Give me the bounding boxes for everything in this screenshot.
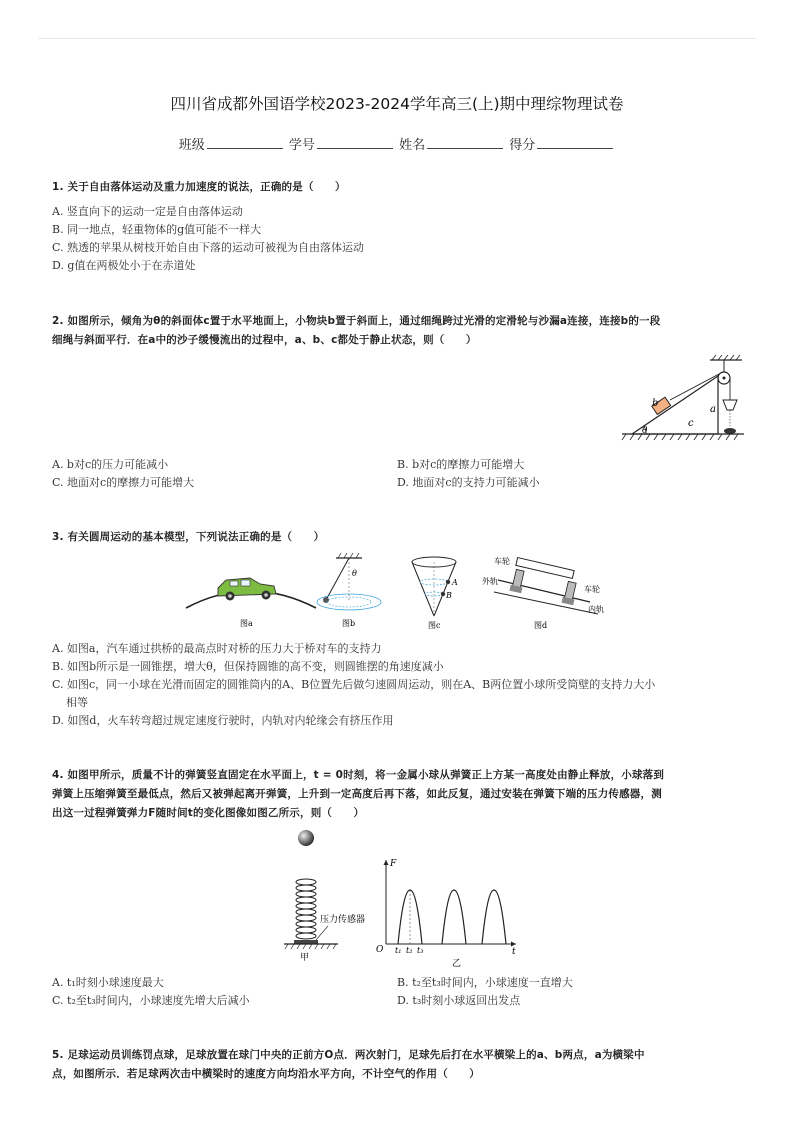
q2-incline-figure xyxy=(618,354,748,446)
q1-option-c[interactable]: C. 熟透的苹果从树枝开始自由下落的运动可被视为自由落体运动 xyxy=(52,241,365,254)
class-blank[interactable] xyxy=(207,136,283,149)
q2-label-theta: θ xyxy=(642,426,648,436)
question-5 xyxy=(52,1046,742,1084)
q3-label-outer-rail: 外轨 xyxy=(482,577,498,586)
score-blank[interactable] xyxy=(537,136,613,149)
q3-label-wheel-right: 车轮 xyxy=(584,585,600,594)
class-label: 班级 xyxy=(178,138,205,153)
q4-option-d[interactable]: D. t₃时刻小球返回出发点 xyxy=(397,994,521,1007)
q1-option-d[interactable]: D. g值在两极处小于在赤道处 xyxy=(52,259,196,272)
q3-label-fig-d: 图d xyxy=(534,621,548,630)
q3-option-c-cont: 相等 xyxy=(66,696,88,709)
number-blank[interactable] xyxy=(317,136,393,149)
q2-option-d[interactable]: D. 地面对c的支持力可能减小 xyxy=(397,476,540,489)
q3-label-fig-a: 图a xyxy=(240,619,253,628)
page-title: 四川省成都外国语学校2023-2024学年高三(上)期中理综物理试卷 xyxy=(170,95,624,113)
name-label: 姓名 xyxy=(399,138,426,153)
question-1 xyxy=(52,178,742,275)
student-info-fields xyxy=(0,134,794,153)
q3-label-fig-b: 图b xyxy=(342,619,356,628)
q3-circular-motion-figures xyxy=(178,552,618,634)
question-4-options xyxy=(52,974,742,1010)
question-5-stem-line2: 点，如图所示．若足球两次击中横梁时的速度方向均沿水平方向，不计空气的作用（ ） xyxy=(52,1068,480,1080)
top-rule xyxy=(38,38,756,39)
q2-label-c: c xyxy=(688,418,694,429)
q4-force-time-chart xyxy=(372,854,522,970)
question-4-stem-line1: 4. 如图甲所示，质量不计的弹簧竖直固定在水平面上，t = 0时刻，将一金属小球从弹簧正上方某一高度处由静止释放，小球落到 xyxy=(52,769,665,781)
q3-label-theta: θ xyxy=(352,569,357,578)
question-3-options xyxy=(52,640,742,730)
question-4 xyxy=(52,766,742,823)
score-label: 得分 xyxy=(509,138,536,153)
question-2 xyxy=(52,312,742,350)
q3-option-c[interactable]: C. 如图c，同一小球在光滑而固定的圆锥筒内的A、B位置先后做匀速圆周运动，则在A、B两位置小球所受筒壁的支持力大小 xyxy=(52,678,656,691)
q4-label-sensor: 压力传感器 xyxy=(320,915,366,925)
q1-option-a[interactable]: A. 竖直向下的运动一定是自由落体运动 xyxy=(52,205,243,218)
question-2-stem-line2: 细绳与斜面平行．在a中的沙子缓慢流出的过程中，a、b、c都处于静止状态，则（ ） xyxy=(52,334,477,346)
q2-label-b: b xyxy=(652,398,659,409)
question-1-stem: 1. 关于自由落体运动及重力加速度的说法，正确的是（ ） xyxy=(52,181,346,193)
q4-origin-O: O xyxy=(376,945,384,955)
q4-axis-t: t xyxy=(512,947,516,957)
question-2-stem-line1: 2. 如图所示，倾角为θ的斜面体c置于水平地面上，小物块b置于斜面上，通过细绳跨过光滑的定滑轮与沙漏a连接，连接b的一段 xyxy=(52,315,661,327)
q4-option-a[interactable]: A. t₁时刻小球速度最大 xyxy=(52,976,164,989)
metal-ball-icon xyxy=(298,830,314,846)
q2-option-c[interactable]: C. 地面对c的摩擦力可能增大 xyxy=(52,476,195,489)
q2-label-a: a xyxy=(710,404,716,415)
q3-label-fig-c: 图c xyxy=(428,621,441,630)
q3-label-B: B xyxy=(446,591,452,600)
q3-option-b[interactable]: B. 如图b所示是一圆锥摆，增大θ，但保持圆锥的高不变，则圆锥摆的角速度减小 xyxy=(52,660,444,673)
q1-option-b[interactable]: B. 同一地点，轻重物体的g值可能不一样大 xyxy=(52,223,262,236)
question-4-stem-line2: 弹簧上压缩弹簧至最低点，然后又被弹起离开弹簧，上升到一定高度后再下落，如此反复，通过安装在弹簧下端的压力传感器，测 xyxy=(52,788,662,800)
q3-option-d[interactable]: D. 如图d，火车转弯超过规定速度行驶时，内轨对内轮缘会有挤压作用 xyxy=(52,714,394,727)
q4-spring-figure xyxy=(280,826,380,966)
q3-label-wheel-top: 车轮 xyxy=(494,557,510,566)
q2-option-a[interactable]: A. b对c的压力可能减小 xyxy=(52,458,169,471)
q3-label-A: A xyxy=(452,578,458,587)
q4-tick-t3: t₃ xyxy=(417,946,424,955)
question-3 xyxy=(52,528,742,547)
question-3-stem: 3. 有关圆周运动的基本模型，下列说法正确的是（ ） xyxy=(52,531,325,543)
car-icon xyxy=(218,578,276,601)
q4-axis-F: F xyxy=(390,859,397,869)
q3-label-inner-rail: 内轨 xyxy=(588,605,604,614)
q4-tick-t2: t₂ xyxy=(406,946,413,955)
q3-option-a[interactable]: A. 如图a，汽车通过拱桥的最高点时对桥的压力大于桥对车的支持力 xyxy=(52,642,382,655)
q4-label-jia: 甲 xyxy=(300,953,310,963)
q2-option-b[interactable]: B. b对c的摩擦力可能增大 xyxy=(397,458,525,471)
name-blank[interactable] xyxy=(427,136,503,149)
q4-label-yi: 乙 xyxy=(452,959,462,969)
q4-option-c[interactable]: C. t₂至t₃时间内，小球速度先增大后减小 xyxy=(52,994,250,1007)
q4-tick-t1: t₁ xyxy=(395,946,402,955)
question-4-stem-line3: 出这一过程弹簧弹力F随时间t的变化图像如图乙所示，则（ ） xyxy=(52,807,365,819)
number-label: 学号 xyxy=(288,138,315,153)
q4-option-b[interactable]: B. t₂至t₃时间内，小球速度一直增大 xyxy=(397,976,573,989)
question-2-options xyxy=(52,456,742,492)
question-5-stem-line1: 5. 足球运动员训练罚点球，足球放置在球门中央的正前方O点．两次射门，足球先后打在水平横梁上的a、b两点，a为横梁中 xyxy=(52,1049,645,1061)
